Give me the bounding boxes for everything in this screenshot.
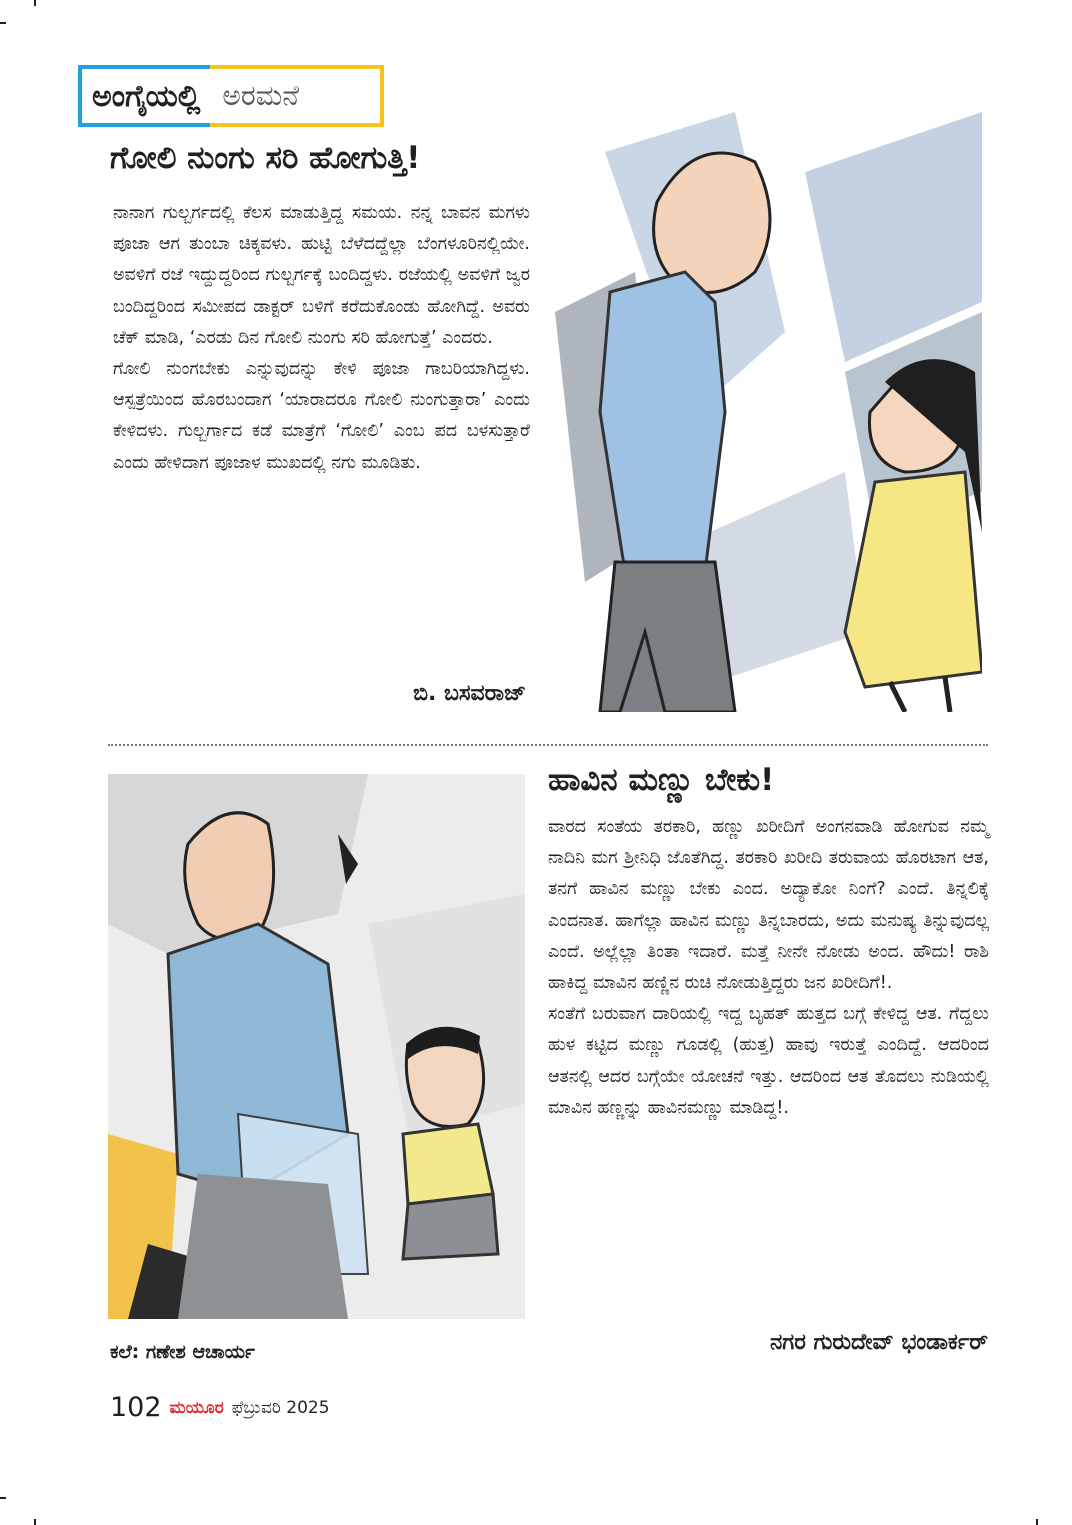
page-footer	[110, 1392, 330, 1423]
story1-body	[113, 198, 530, 479]
story2-body	[548, 812, 989, 1124]
illustration-credit: ಕಲೆ: ಗಣೇಶ ಆಚಾರ್ಯ	[110, 1341, 255, 1363]
crop-mark	[34, 0, 36, 6]
illustration-man-and-boy	[108, 774, 525, 1319]
story1-author: ಬಿ. ಬಸವರಾಜ್	[413, 681, 526, 706]
issue-date: ಫೆಬ್ರುವರಿ 2025	[231, 1397, 330, 1418]
section-title-primary: ಅಂಗೈಯಲ್ಲಿ	[78, 65, 210, 127]
section-title-secondary: ಅರಮನೆ	[210, 65, 384, 127]
magazine-logo: ಮಯೂರ	[169, 1397, 224, 1418]
page-number: 102	[110, 1392, 162, 1423]
story1-paragraph: ಗೋಲಿ ನುಂಗಬೇಕು ಎನ್ನುವುದನ್ನು ಕೇಳಿ ಪೂಜಾ ಗಾಬರಿಯಾಗಿದ್ದಳು. ಆಸ್ಪತ್ರೆಯಿಂದ ಹೊರಬಂದಾಗ ‘ಯಾರಾದರೂ ಗೋಲಿ ನುಂಗುತ್ತಾರಾ’ ಎಂದು ಕೇಳಿದಳು. ಗುಲ್ಬರ್ಗಾದ ಕಡೆ ಮಾತ್ರೆಗೆ ‘ಗೋಲಿ’ ಎಂಬ ಪದ ಬಳಸುತ್ತಾರೆ ಎಂದು ಹೇಳಿದಾಗ ಪೂಜಾಳ ಮುಖದಲ್ಲಿ ನಗು ಮೂಡಿತು.	[113, 359, 530, 473]
crop-mark	[0, 1497, 6, 1499]
story2-title: ಹಾವಿನ ಮಣ್ಣು ಬೇಕು!	[548, 762, 775, 798]
crop-mark	[1036, 1519, 1038, 1525]
crop-mark	[0, 22, 6, 24]
story2-paragraph: ಸಂತೆಗೆ ಬರುವಾಗ ದಾರಿಯಲ್ಲಿ ಇದ್ದ ಬೃಹತ್ ಹುತ್ತದ ಬಗ್ಗೆ ಕೇಳಿದ್ದ ಆತ. ಗೆದ್ದಲು ಹುಳ ಕಟ್ಟಿದ ಮಣ್ಣು ಗೂಡಲ್ಲಿ (ಹುತ್ತ) ಹಾವು ಇರುತ್ತೆ ಎಂದಿದ್ದೆ. ಆದರಿಂದ ಆತನಲ್ಲಿ ಆದರ ಬಗ್ಗೆಯೇ ಯೋಚನೆ ಇತ್ತು. ಆದರಿಂದ ಆತ ತೊದಲು ನುಡಿಯಲ್ಲಿ ಮಾವಿನ ಹಣ್ಣನ್ನು ಹಾವಿನಮಣ್ಣು ಮಾಡಿದ್ದ!.	[548, 1004, 989, 1118]
story2-paragraph: ವಾರದ ಸಂತೆಯ ತರಕಾರಿ, ಹಣ್ಣು ಖರೀದಿಗೆ ಅಂಗನವಾಡಿ ಹೋಗುವ ನಮ್ಮ ನಾದಿನಿ ಮಗ ಶ್ರೀನಿಧಿ ಜೊತೆಗಿದ್ದ. ತರಕಾರಿ ಖರೀದಿ ತರುವಾಯ ಹೊರಟಾಗ ಆತ, ತನಗೆ ಹಾವಿನ ಮಣ್ಣು ಬೇಕು ಎಂದ. ಅದ್ಯಾಕೋ ನಿಂಗೆ? ಎಂದೆ. ತಿನ್ನಲಿಕ್ಕೆ ಎಂದನಾತ. ಹಾಗೆಲ್ಲಾ ಹಾವಿನ ಮಣ್ಣು ತಿನ್ನಬಾರದು, ಅದು ಮನುಷ್ಯ ತಿನ್ನುವುದಲ್ಲ ಎಂದೆ. ಅಲ್ಲೆಲ್ಲಾ ತಿಂತಾ ಇದಾರೆ. ಮತ್ತೆ ನೀನೇ ನೋಡು ಅಂದ. ಹೌದು! ರಾಶಿ ಹಾಕಿದ್ದ ಮಾವಿನ ಹಣ್ಣಿನ ರುಚಿ ನೋಡುತ್ತಿದ್ದರು ಜನ ಖರೀದಿಗೆ!.	[548, 817, 989, 994]
story-divider	[108, 744, 988, 746]
story1-title: ಗೋಲಿ ನುಂಗು ಸರಿ ಹೋಗುತ್ತಿ!	[110, 140, 421, 176]
story1-paragraph: ನಾನಾಗ ಗುಲ್ಬರ್ಗದಲ್ಲಿ ಕೆಲಸ ಮಾಡುತ್ತಿದ್ದ ಸಮಯ. ನನ್ನ ಬಾವನ ಮಗಳು ಪೂಜಾ ಆಗ ತುಂಬಾ ಚಿಕ್ಕವಳು. ಹುಟ್ಟಿ ಬೆಳೆದದ್ದೆಲ್ಲಾ ಬೆಂಗಳೂರಿನಲ್ಲಿಯೇ. ಅವಳಿಗೆ ರಜೆ ಇದ್ದುದ್ದರಿಂದ ಗುಲ್ಬರ್ಗಕ್ಕೆ ಬಂದಿದ್ದಳು. ರಜೆಯಲ್ಲಿ ಅವಳಿಗೆ ಜ್ವರ ಬಂದಿದ್ದರಿಂದ ಸಮೀಪದ ಡಾಕ್ಟರ್ ಬಳಿಗೆ ಕರೆದುಕೊಂಡು ಹೋಗಿದ್ದೆ. ಅವರು ಚೆಕ್ ಮಾಡಿ, ‘ಎರಡು ದಿನ ಗೋಲಿ ನುಂಗು ಸರಿ ಹೋಗುತ್ತೆ’ ಎಂದರು.	[113, 203, 530, 348]
story2-author: ನಗರ ಗುರುದೇವ್ ಭಂಡಾರ್ಕರ್	[770, 1330, 988, 1355]
section-header	[78, 65, 384, 127]
illustration-man-and-girl	[545, 112, 982, 712]
crop-mark	[34, 1519, 36, 1525]
